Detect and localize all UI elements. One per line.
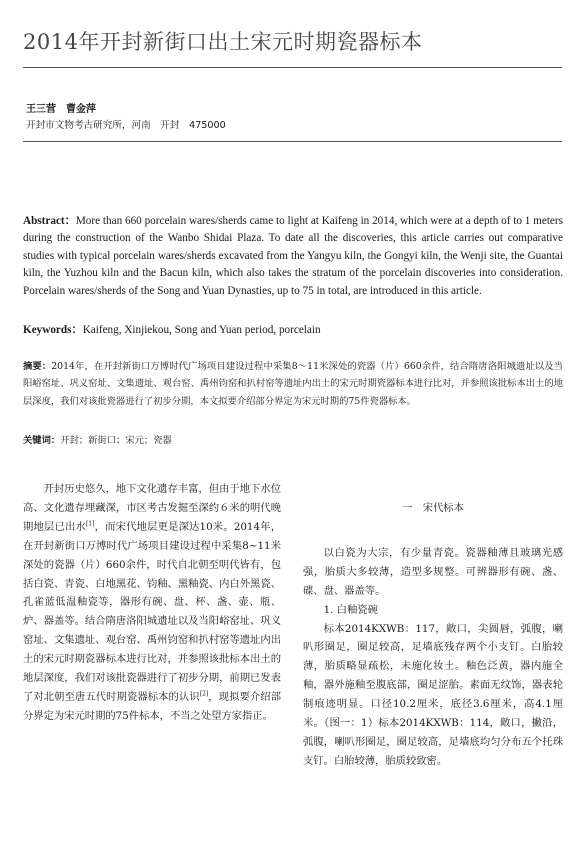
cn-keywords-text: 开封；新街口；宋元；瓷器 — [60, 435, 172, 446]
citation-ref-2[interactable]: [2] — [199, 690, 209, 698]
intro-text-b: ，而宋代地层更是深达10米。2014年，在开封新街口万博时代广场项目建设过程中采集8~11米深处的瓷器（片）660余件，时代自北朝至明代皆有，包括白瓷、青瓷、白地黑花、钧釉、黑釉瓷、内白外黑瓷、孔雀蓝低温釉瓷等，器形有碗、盘、杯、盏、壶、瓶、炉、器盖等。结合隋唐洛阳城遗址以及当阳峪窑址、巩义窑址、文集遗址、观台窑、禹州钧窑和扒村窑等遗址内出土的宋元时期瓷器标本进行比对，并参照该批标本出土的地层深度，我们对该批瓷器进行了初步分期，前期已发表了对北朝至唐五代时期瓷器标本的认识 — [23, 520, 282, 703]
specimen-paragraph: 标本2014KXWB：117，敞口，尖圆唇，弧腹，喇叭形圈足，圈足较高，足墙底残存两个小支钉。白胎较薄，胎质略显疏松，未施化妆土。釉色泛黄，器内施全釉，器外施釉至腹底部，圈足涩胎。素面无纹饰，器表轮制痕迹明显。口径10.2厘米，底径3.6厘米，高4.1厘米。（图一：1）标本2014KXWB：114，敞口，撇沿，弧腹，喇叭形圈足，圈足较高，足墙底均匀分布五个托珠支钉。白胎较薄，胎质较致密。 — [303, 622, 563, 767]
keywords-text: Kaifeng, Xinjiekou, Song and Yuan period, porcelain — [82, 324, 321, 336]
intro-paragraph — [23, 480, 281, 726]
section-heading-song: 一 宋代标本 — [402, 502, 464, 514]
body-left-column — [23, 480, 281, 726]
keywords-label: Keywords — [23, 324, 72, 336]
intro-text-a: 开封历史悠久，地下文化遗存丰富，但由于地下水位高、文化遗存埋藏深，市区考古发掘至深约６米的明代晚期地层已出水 — [23, 483, 281, 533]
header-rule — [23, 141, 562, 142]
title-rule — [23, 67, 562, 68]
cn-abstract-label: 摘要 — [23, 361, 42, 372]
cn-abstract-colon: ： — [41, 361, 52, 372]
affiliation: 开封市文物考古研究所，河南 开封 475000 — [26, 120, 226, 131]
song-overview-paragraph: 以白瓷为大宗，有少量青瓷。瓷器釉薄且玻璃光感强，胎质大多较薄，造型多规整。可辨器形有碗、盏、碟、盘、器盖等。 — [303, 546, 563, 597]
abstract-colon: ： — [64, 215, 76, 227]
keywords-colon: ： — [71, 324, 83, 336]
abstract-text: More than 660 porcelain wares/sherds came to light at Kaifeng in 2014, which were at a depth of to 1 meters during the construction of the Wanbo Shidai Plaza. To date all the discoveries, this article carries out comparative studies with typical porcelain wares/sherds excavated from the Yangyu kiln, the Gongyi kiln, the Wenji site, the Guantai kiln, the Yuzhou kiln and the Bacun kiln, which also takes the stratum of the porcelain discoveries into consideration. Porcelain wares/sherds of the Song and Yuan Dynasties, up to 75 in total, are introduced in this article. — [23, 215, 563, 297]
chinese-keywords — [23, 432, 563, 446]
cn-keywords-label: 关键词 — [23, 435, 51, 446]
authors: 王三营 曹金萍 — [26, 104, 96, 115]
english-abstract — [23, 213, 563, 300]
body-right-column — [303, 480, 563, 771]
subheading-white-glaze-bowl: 1. 白釉瓷碗 — [323, 603, 378, 616]
chinese-abstract — [23, 358, 563, 410]
cn-abstract-text: 2014年，在开封新街口万博时代广场项目建设过程中采集8～11米深处的瓷器（片）660余件，结合隋唐洛阳城遗址以及当阳峪窑址、巩义窑址、文集遗址、观台窑、禹州钧窑和扒村窑等遗址内出土的宋元时期瓷器标本进行比对，并参照该批标本出土的地层深度，我们对该批瓷器进行了初步分期，本文拟要介绍部分界定为宋元时期的75件瓷器标本。 — [23, 361, 563, 407]
citation-ref-1[interactable]: [1] — [85, 520, 95, 528]
intro-text-c: ，现拟要介绍部分界定为宋元时期的75件标本，不当之处望方家指正。 — [23, 690, 282, 722]
abstract-label: Abstract — [23, 215, 65, 227]
english-keywords — [23, 321, 563, 337]
cn-keywords-colon: ： — [50, 435, 61, 446]
page-title: 2014年开封新街口出土宋元时期瓷器标本 — [23, 30, 423, 54]
